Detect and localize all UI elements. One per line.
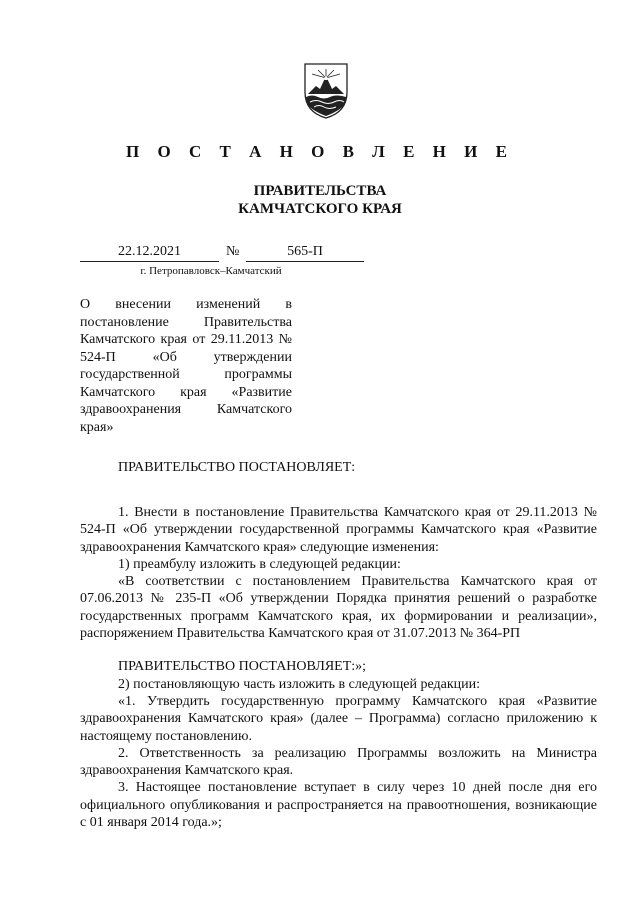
document-subject: О внесении изменений в постановление Правительства Камчатского края от 29.11.2013 № 524-П «Об утверждении государственной программы Камчатского края «Развитие здравоохранения Камчатского края» [80,297,292,435]
issuing-authority [0,182,640,218]
body-paragraph: 1. Внести в постановление Правительства Камчатского края от 29.11.2013 № 524-П «Об утверждении государственной программы Камчатского края «Развитие здравоохранения Камчатского края» следующие изменения: [80,505,597,555]
document-date: 22.12.2021 [80,244,219,262]
authority-line-2: КАМЧАТСКОГО КРАЯ [238,201,402,217]
number-sign: № [226,244,240,259]
document-body [80,504,597,831]
body-paragraph: 3. Настоящее постановление вступает в силу через 10 дней после дня его официального опубликования и распространяется на правоотношения, возникающие с 01 января 2014 года.»; [80,780,597,831]
city-label: г. Петропавловск–Камчатский [140,265,282,277]
body-paragraph: 2) постановляющую часть изложить в следующей редакции: [118,676,481,692]
body-paragraph: ПРАВИТЕЛЬСТВО ПОСТАНОВЛЯЕТ:»; [118,659,367,675]
body-paragraph: 2. Ответственность за реализацию Программы возложить на Министра здравоохранения Камчатского края. [80,745,597,779]
document-number: 565-П [246,244,364,262]
body-paragraph: «В соответствии с постановлением Правительства Камчатского края от 07.06.2013 № 235-П «Об утверждении Порядка принятия решений о разработке государственных программ Камчатского края, их формировании и реализации», распоряжением Правительства Камчатского края от 31.07.2013 № 364-РП [80,574,597,642]
authority-line-1: ПРАВИТЕЛЬСТВА [253,183,387,199]
kamchatka-coat-of-arms-icon [302,62,350,120]
document-title: П О С Т А Н О В Л Е Н И Е [126,142,514,161]
resolves-heading: ПРАВИТЕЛЬСТВО ПОСТАНОВЛЯЕТ: [118,460,356,475]
body-paragraph: 1) преамбулу изложить в следующей редакции: [118,556,401,572]
body-paragraph: «1. Утвердить государственную программу Камчатского края «Развитие здравоохранения Камчатского края» (далее – Программа) согласно приложению к настоящему постановлению. [80,693,597,744]
